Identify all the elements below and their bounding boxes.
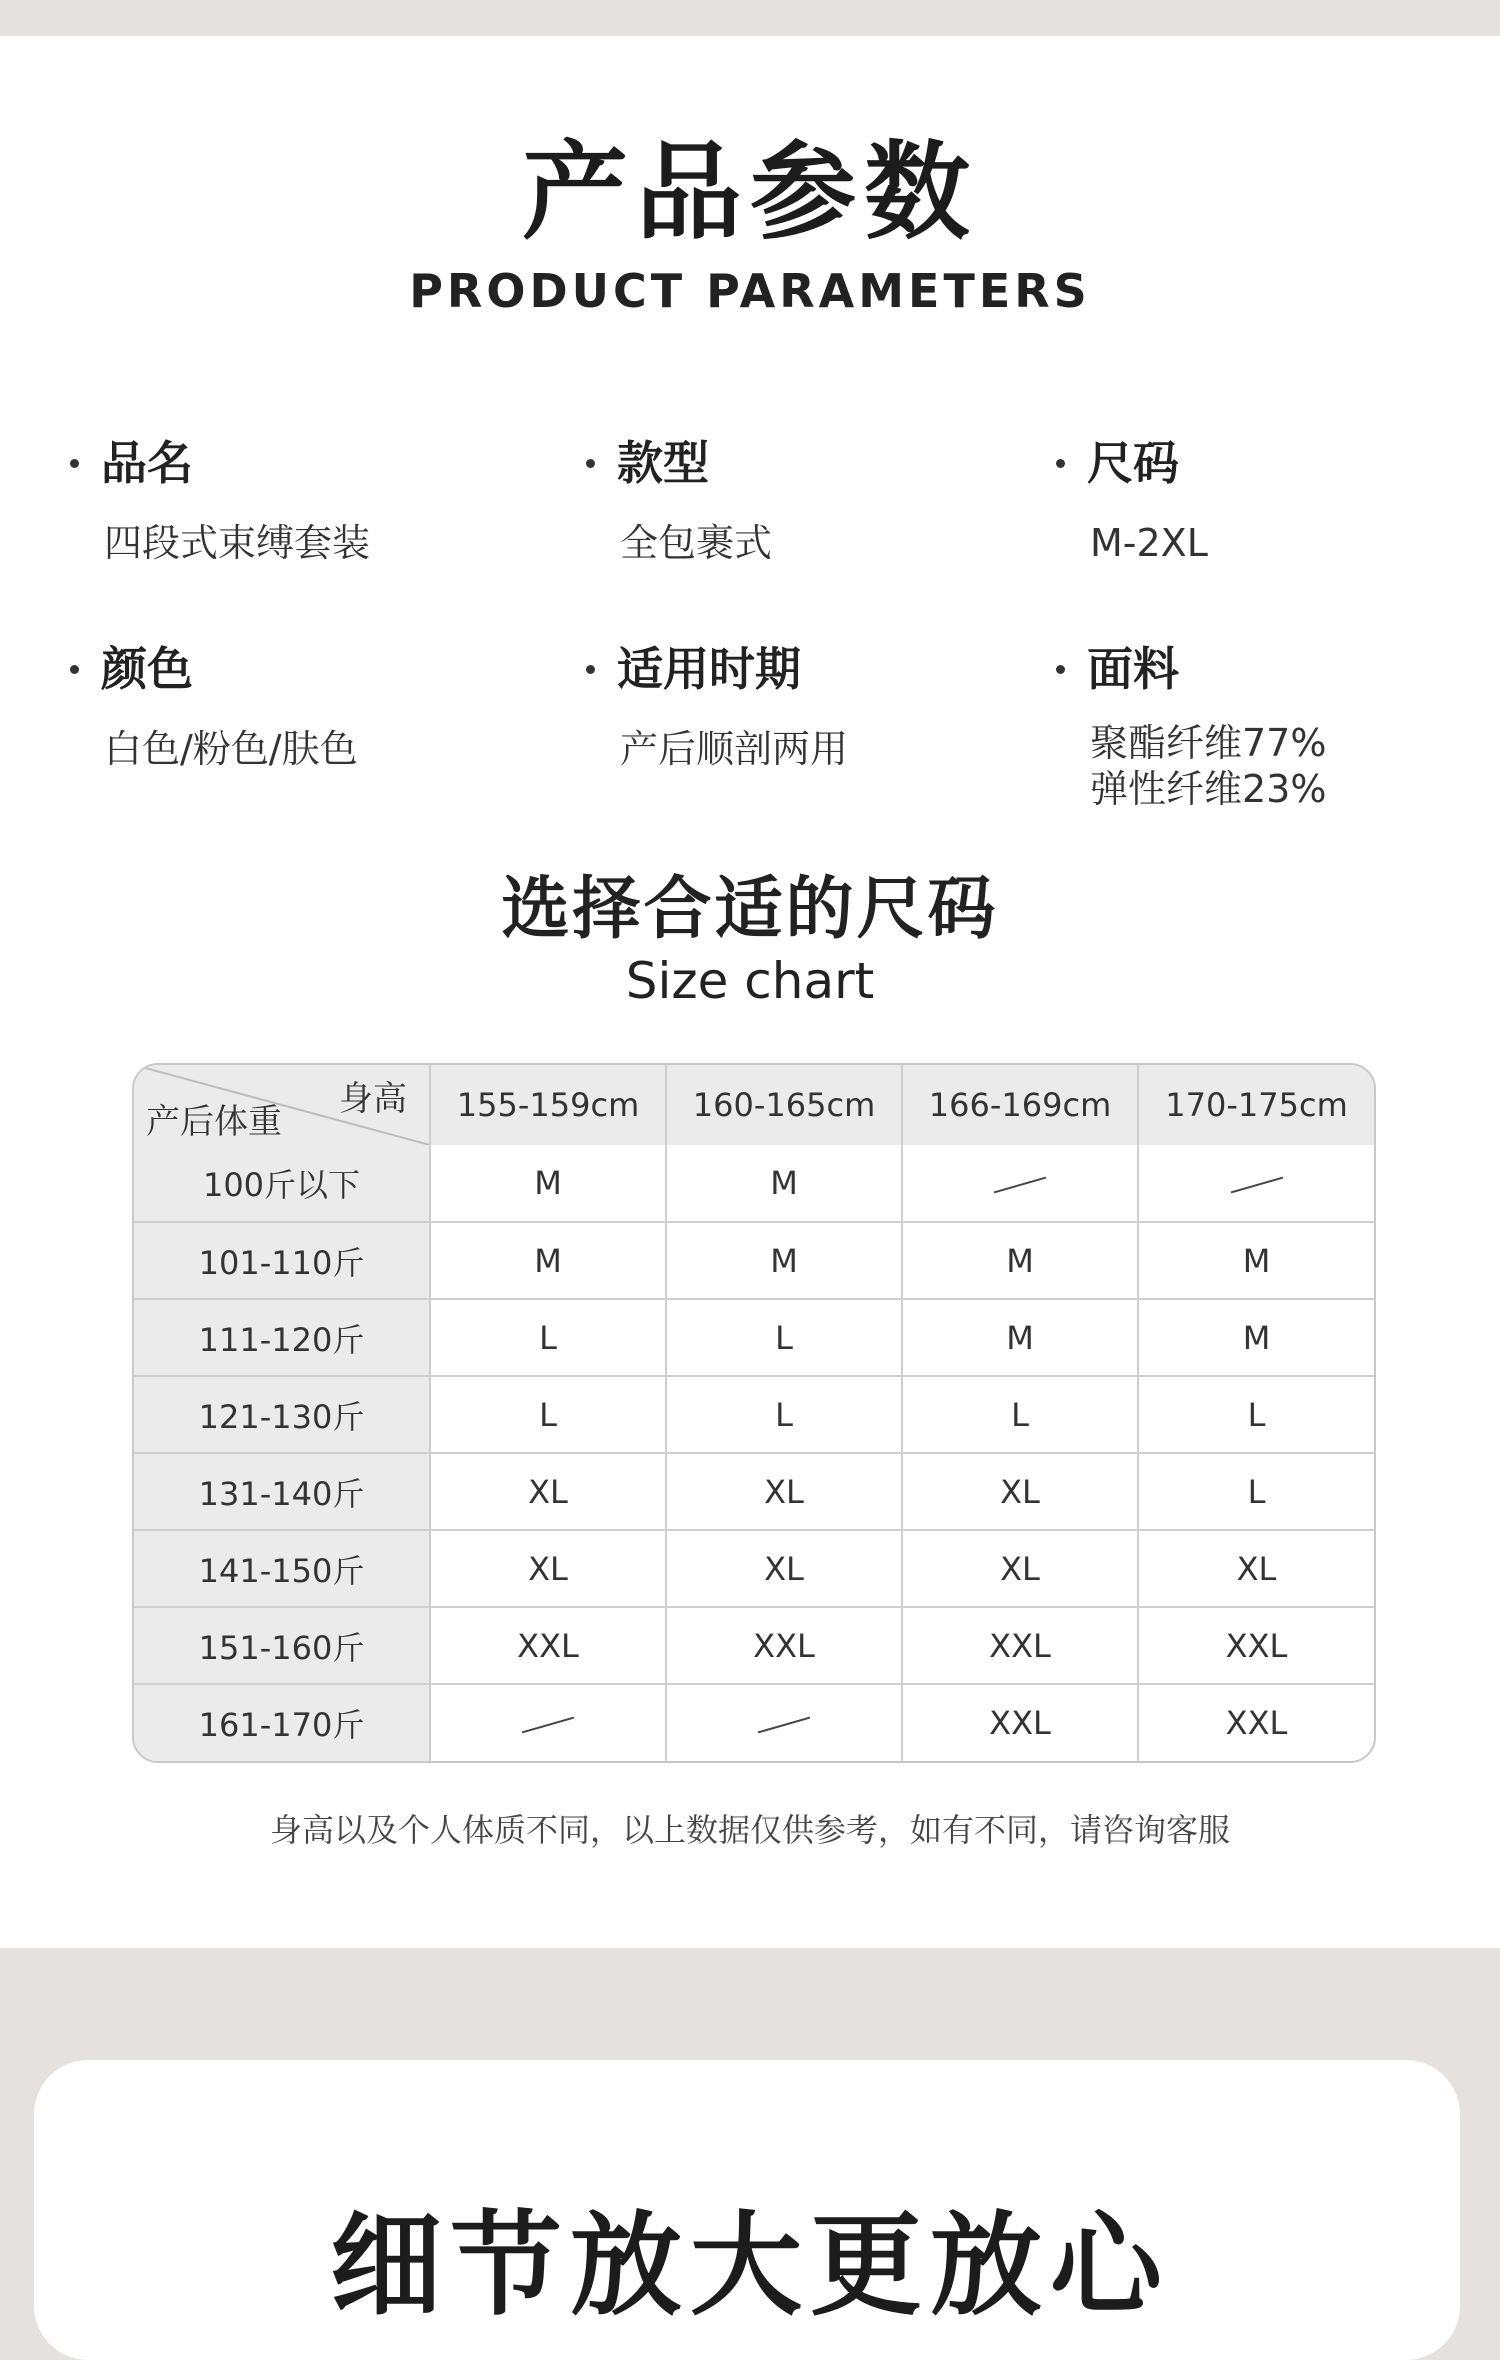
size-cell: XXL [902, 1607, 1138, 1684]
size-cell: M [430, 1145, 666, 1222]
param-value: 聚酯纤维77% [1090, 721, 1327, 765]
row-header: 100斤以下 [134, 1145, 430, 1222]
column-header: 160-165cm [666, 1065, 902, 1145]
param-style [586, 436, 773, 566]
size-section-title: 选择合适的尺码 [501, 870, 999, 949]
details-title: 细节放大更放心 [330, 2201, 1170, 2331]
column-header: 170-175cm [1138, 1065, 1374, 1145]
size-cell: XL [902, 1453, 1138, 1530]
size-cell: L [430, 1299, 666, 1376]
param-value: 四段式束缚套装 [104, 521, 371, 565]
size-cell: XL [1138, 1530, 1374, 1607]
size-cell: XXL [666, 1607, 902, 1684]
size-cell: M [666, 1222, 902, 1299]
param-value: 弹性纤维23% [1090, 767, 1327, 811]
param-value: 产后顺剖两用 [620, 727, 849, 771]
param-label: 适用时期 [617, 642, 801, 696]
param-product-name [70, 436, 371, 566]
size-cell: L [666, 1376, 902, 1453]
param-label: 面料 [1087, 642, 1179, 696]
table-corner [134, 1065, 430, 1145]
row-header: 121-130斤 [134, 1376, 430, 1453]
size-cell: XXL [1138, 1607, 1374, 1684]
table-row [134, 1607, 1374, 1684]
size-cell: XL [666, 1453, 902, 1530]
row-header: 141-150斤 [134, 1530, 430, 1607]
size-section-subtitle: Size chart [625, 952, 875, 1010]
page-title: 产品参数 [522, 131, 978, 254]
table-row [134, 1376, 1374, 1453]
table-row [134, 1684, 1374, 1761]
size-cell: XL [902, 1530, 1138, 1607]
size-cell: XL [666, 1530, 902, 1607]
bullet-icon [586, 459, 595, 468]
param-size [1056, 436, 1208, 566]
size-cell: L [1138, 1376, 1374, 1453]
corner-height-label: 身高 [339, 1079, 407, 1119]
size-table-grid [134, 1065, 1374, 1761]
table-header-row [134, 1065, 1374, 1145]
size-cell: L [430, 1376, 666, 1453]
table-row [134, 1222, 1374, 1299]
size-cell: XL [430, 1530, 666, 1607]
bullet-icon [70, 665, 79, 674]
corner-weight-label: 产后体重 [146, 1102, 282, 1142]
param-color [70, 642, 358, 772]
size-cell-na [430, 1684, 666, 1761]
bullet-icon [70, 459, 79, 468]
row-header: 111-120斤 [134, 1299, 430, 1376]
size-cell: M [666, 1145, 902, 1222]
table-row [134, 1299, 1374, 1376]
page-subtitle: PRODUCT PARAMETERS [409, 264, 1091, 318]
row-header: 101-110斤 [134, 1222, 430, 1299]
size-cell: M [902, 1222, 1138, 1299]
size-cell: L [666, 1299, 902, 1376]
param-value: M-2XL [1090, 521, 1208, 565]
param-label: 尺码 [1087, 436, 1179, 490]
param-value: 白色/粉色/肤色 [104, 727, 358, 771]
param-label: 款型 [617, 436, 709, 490]
size-cell: M [1138, 1222, 1374, 1299]
size-cell: M [430, 1222, 666, 1299]
size-cell: L [902, 1376, 1138, 1453]
dash-icon [758, 1717, 810, 1734]
size-note: 身高以及个人体质不同，以上数据仅供参考，如有不同，请咨询客服 [269, 1811, 1230, 1849]
dash-icon [994, 1177, 1046, 1194]
size-cell-na [1138, 1145, 1374, 1222]
dash-icon [1230, 1177, 1282, 1194]
size-cell: XXL [902, 1684, 1138, 1761]
param-fabric [1056, 642, 1327, 812]
row-header: 161-170斤 [134, 1684, 430, 1761]
table-row [134, 1145, 1374, 1222]
table-row [134, 1530, 1374, 1607]
bullet-icon [1056, 665, 1065, 674]
row-header: 151-160斤 [134, 1607, 430, 1684]
column-header: 166-169cm [902, 1065, 1138, 1145]
table-row [134, 1453, 1374, 1530]
bullet-icon [586, 665, 595, 674]
size-cell: XXL [430, 1607, 666, 1684]
size-cell: XXL [1225, 1704, 1288, 1742]
size-cell: M [902, 1299, 1138, 1376]
param-label: 品名 [101, 436, 193, 490]
param-value: 全包裹式 [620, 521, 773, 565]
size-table [132, 1063, 1376, 1763]
row-header: 131-140斤 [134, 1453, 430, 1530]
param-period [586, 642, 849, 772]
bullet-icon [1056, 459, 1065, 468]
dash-icon [522, 1717, 574, 1734]
size-cell: L [1138, 1453, 1374, 1530]
size-cell: XL [430, 1453, 666, 1530]
size-cell-na [666, 1684, 902, 1761]
param-label: 颜色 [101, 642, 193, 696]
size-cell-na [902, 1145, 1138, 1222]
size-cell: M [1138, 1299, 1374, 1376]
column-header: 155-159cm [430, 1065, 666, 1145]
